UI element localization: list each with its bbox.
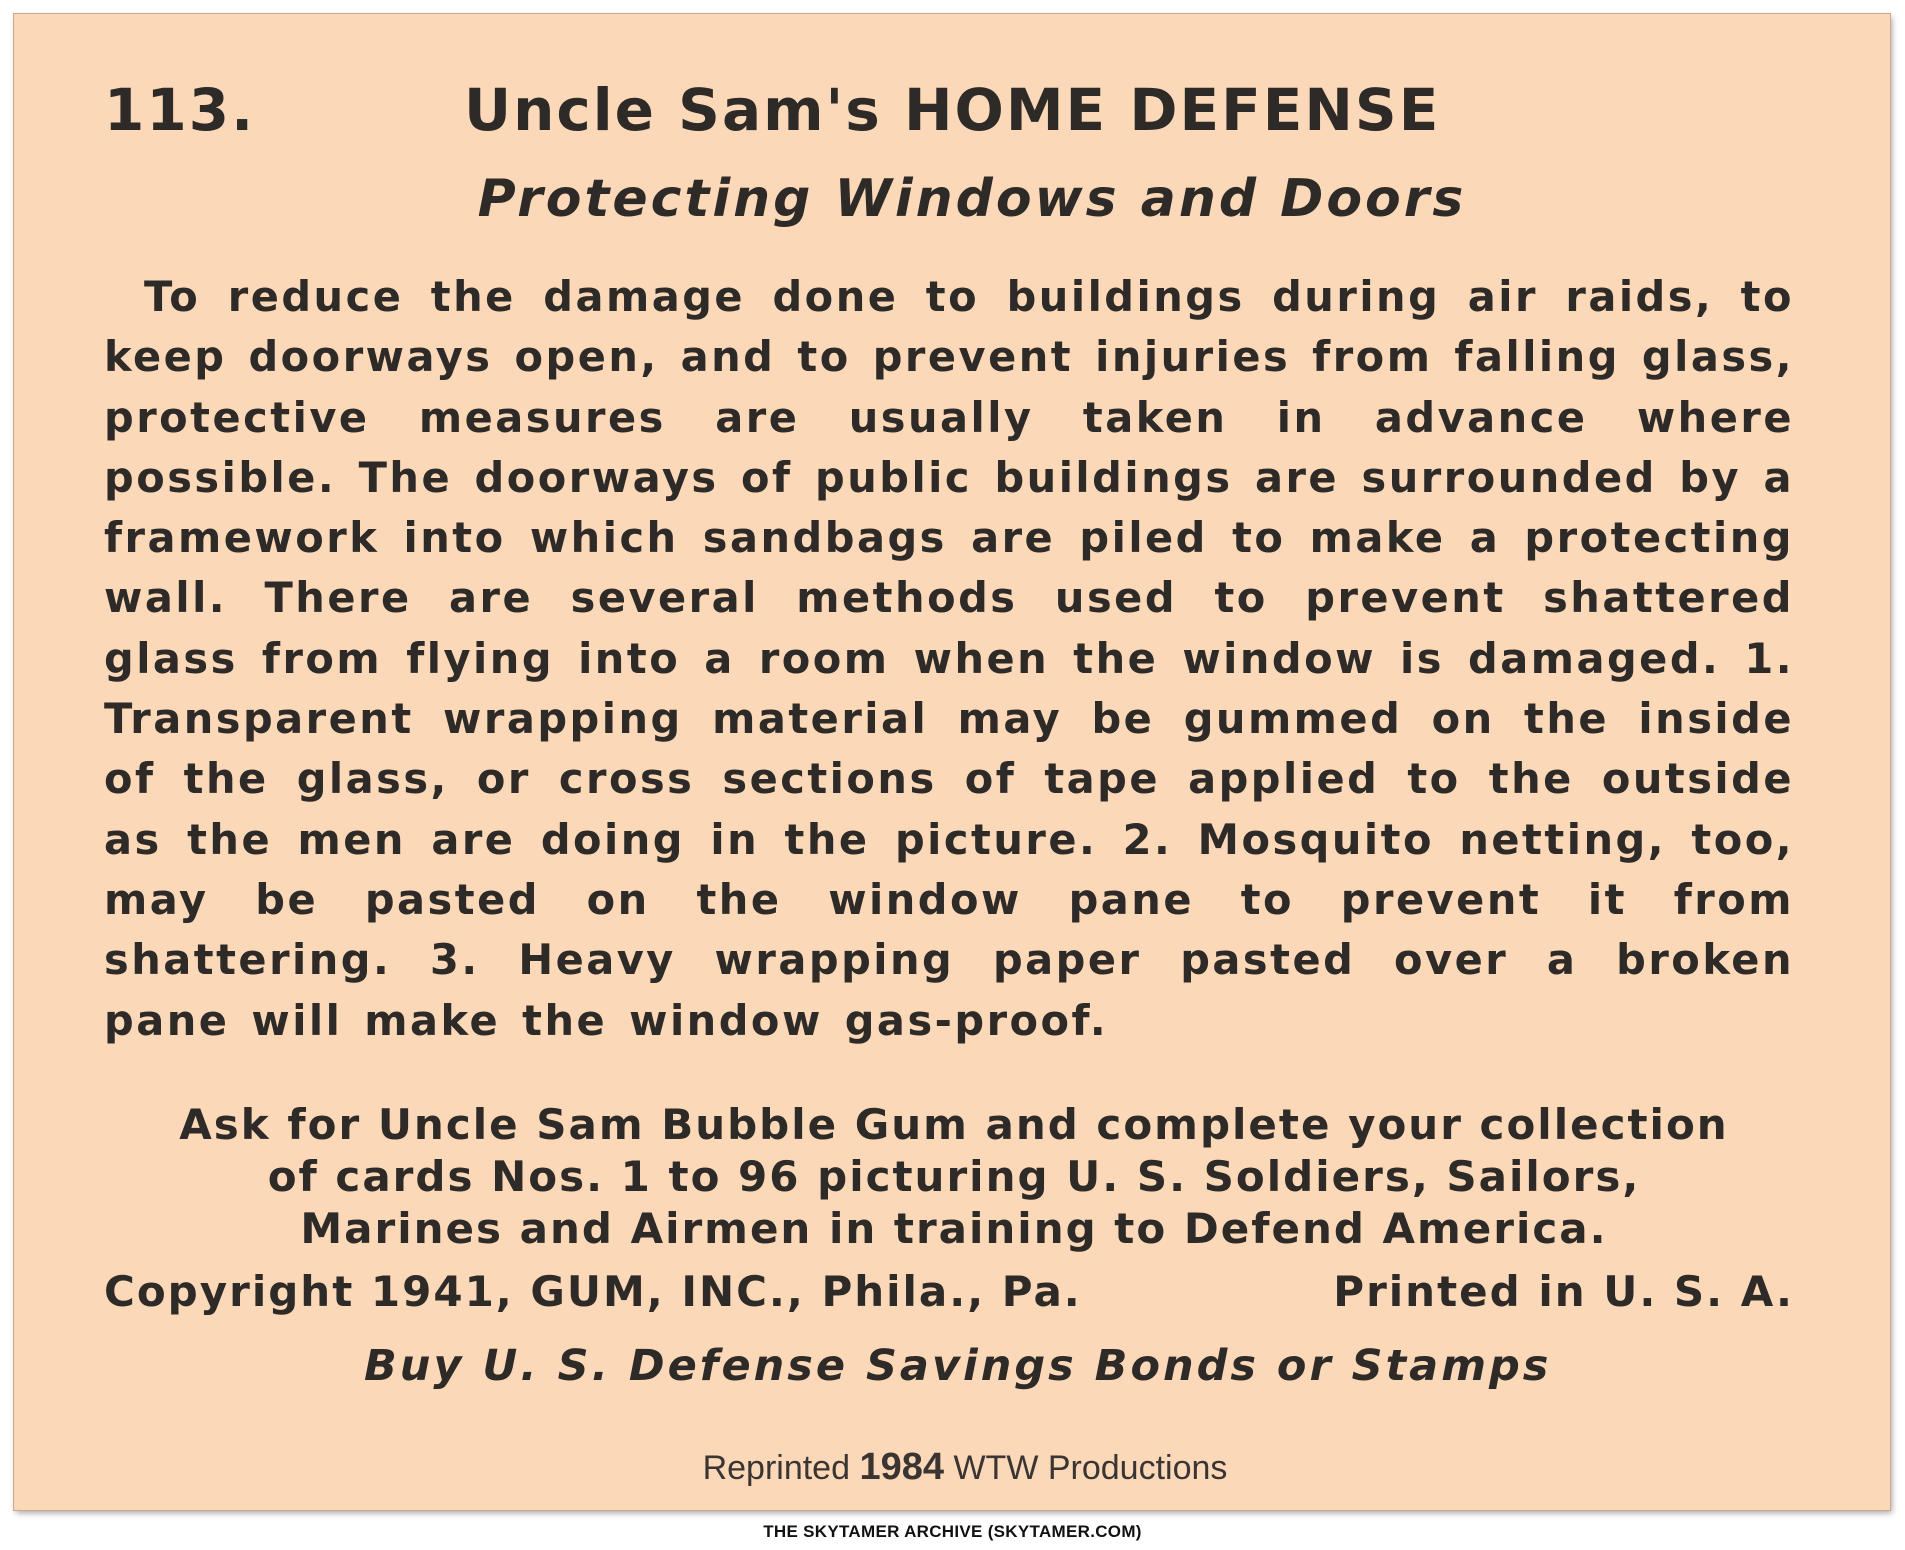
promo-line: Marines and Airmen in training to Defend America.: [300, 1204, 1608, 1253]
card-subtitle: Protecting Windows and Doors: [477, 169, 1467, 229]
card-title: Uncle Sam's HOME DEFENSE: [464, 76, 1441, 144]
promo-line: of cards Nos. 1 to 96 picturing U. S. Soldiers, Sailors,: [267, 1152, 1641, 1201]
printed-in-notice: Printed in U. S. A.: [1333, 1267, 1794, 1316]
card-body-text: To reduce the damage done to buildings during air raids, to keep doorways open, and to prevent injuries from falling glass, protective measures are usually taken in advance where possible. The doorways of public buildings are surrounded by a framework into which sandbags are piled to make a protecting wall. There are several methods used to prevent shattered glass from flying into a room when the window is damaged. 1. Transparent wrapping material may be gummed on the inside of the glass, or cross sections of tape applied to the outside as the men are doing in the picture. 2. Mosquito netting, too, may be pasted on the window pane to prevent it from shattering. 3. Heavy wrapping paper pasted over a broken pane will make the window gas-proof.: [104, 272, 1794, 1045]
trading-card-back: [14, 14, 1890, 1510]
reprint-prefix: Reprinted: [702, 1449, 850, 1487]
copyright-notice: Copyright 1941, GUM, INC., Phila., Pa.: [104, 1267, 1082, 1316]
reprint-year: 1984: [859, 1446, 944, 1488]
archive-caption: THE SKYTAMER ARCHIVE (SKYTAMER.COM): [763, 1522, 1142, 1541]
card-header: [104, 76, 1804, 156]
copyright-row: [104, 1267, 1804, 1327]
reprint-notice: [14, 1446, 1890, 1489]
card-number: 113.: [104, 76, 256, 144]
reprint-publisher: WTW Productions: [953, 1449, 1228, 1487]
promo-block: [104, 1099, 1804, 1255]
promo-line: Ask for Uncle Sam Bubble Gum and complete your collection: [179, 1100, 1729, 1149]
defense-bonds-slogan: Buy U. S. Defense Savings Bonds or Stamps: [364, 1341, 1552, 1391]
